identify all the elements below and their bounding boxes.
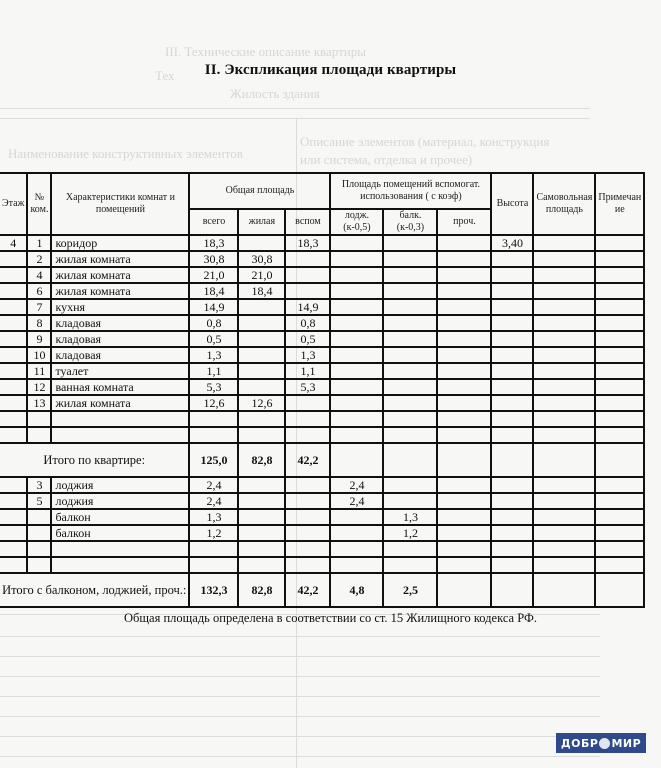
cell-room-no — [27, 509, 51, 525]
cell-note — [595, 427, 644, 443]
cell-room-no: 5 — [27, 493, 51, 509]
explication-table — [0, 172, 645, 608]
logo-left-text: ДОБР — [560, 736, 599, 750]
subtotal-row — [0, 443, 644, 477]
cell-total — [189, 541, 238, 557]
cell-total: 18,3 — [189, 235, 238, 251]
bleed-through-line — [0, 108, 590, 109]
cell-floor — [0, 251, 27, 267]
cell-loggia — [330, 557, 383, 573]
cell-living — [238, 541, 285, 557]
cell-aux: 0,5 — [285, 331, 330, 347]
cell-loggia — [330, 379, 383, 395]
cell-unauthorized — [533, 379, 595, 395]
cell-other — [437, 395, 491, 411]
cell-aux: 1,1 — [285, 363, 330, 379]
header-total-aux: вспом — [285, 209, 330, 235]
subtotal-total: 125,0 — [189, 443, 238, 477]
cell-room-name: туалет — [51, 363, 189, 379]
cell-unauthorized — [533, 541, 595, 557]
cell-loggia — [330, 283, 383, 299]
cell-living — [238, 525, 285, 541]
grand-total-other — [437, 573, 491, 607]
cell-total: 1,1 — [189, 363, 238, 379]
cell-floor — [0, 541, 27, 557]
table-row — [0, 541, 644, 557]
cell-unauthorized — [533, 299, 595, 315]
cell-room-name: кладовая — [51, 331, 189, 347]
bleed-through-line — [0, 716, 600, 717]
cell-loggia — [330, 541, 383, 557]
table-row — [0, 525, 644, 541]
cell-loggia — [330, 235, 383, 251]
cell-floor — [0, 509, 27, 525]
cell-note — [595, 299, 644, 315]
cell-height — [491, 299, 533, 315]
cell-floor — [0, 347, 27, 363]
cell-balcony — [383, 493, 437, 509]
cell-living — [238, 557, 285, 573]
header-aux-area: Площадь помещений вспомогат. использования ( с коэф) — [330, 173, 491, 209]
cell-loggia — [330, 363, 383, 379]
header-note: Примечан ие — [595, 173, 644, 235]
cell-unauthorized — [533, 395, 595, 411]
cell-balcony — [383, 315, 437, 331]
cell-living — [238, 315, 285, 331]
cell-room-name: лоджия — [51, 493, 189, 509]
cell-aux — [285, 395, 330, 411]
cell-unauthorized — [533, 557, 595, 573]
cell-unauthorized — [533, 411, 595, 427]
bleed-through-line — [0, 676, 600, 677]
cell-aux — [285, 525, 330, 541]
cell-room-name — [51, 411, 189, 427]
cell-other — [437, 235, 491, 251]
cell-loggia — [330, 267, 383, 283]
cell-unauthorized — [533, 509, 595, 525]
bleed-through-line — [0, 736, 600, 737]
cell-living — [238, 347, 285, 363]
cell-balcony — [383, 331, 437, 347]
cell-room-name — [51, 557, 189, 573]
cell-aux — [285, 477, 330, 493]
cell-height — [491, 427, 533, 443]
cell-unauthorized — [533, 251, 595, 267]
cell-height — [491, 509, 533, 525]
cell-living — [238, 299, 285, 315]
cell-height — [491, 267, 533, 283]
subtotal-label: Итого по квартире: — [0, 443, 189, 477]
cell-aux — [285, 411, 330, 427]
cell-room-no: 4 — [27, 267, 51, 283]
table-row — [0, 379, 644, 395]
cell-floor — [0, 379, 27, 395]
cell-height — [491, 331, 533, 347]
cell-height — [491, 493, 533, 509]
cell-aux — [285, 267, 330, 283]
bleed-through-text: III. Технические описание квартиры — [165, 44, 366, 59]
header-unauthorized: Самовольная площадь — [533, 173, 595, 235]
cell-balcony — [383, 557, 437, 573]
cell-other — [437, 411, 491, 427]
cell-other — [437, 427, 491, 443]
table-row — [0, 299, 644, 315]
cell-note — [595, 477, 644, 493]
cell-room-name: ванная комната — [51, 379, 189, 395]
cell-loggia — [330, 509, 383, 525]
cell-other — [437, 299, 491, 315]
cell-aux: 5,3 — [285, 379, 330, 395]
cell-aux — [285, 493, 330, 509]
cell-height — [491, 395, 533, 411]
cell-other — [437, 283, 491, 299]
cell-floor — [0, 331, 27, 347]
cell-room-no: 3 — [27, 477, 51, 493]
cell-living: 30,8 — [238, 251, 285, 267]
cell-loggia — [330, 411, 383, 427]
cell-living — [238, 331, 285, 347]
table-row — [0, 493, 644, 509]
cell-note — [595, 411, 644, 427]
cell-room-no — [27, 427, 51, 443]
cell-loggia — [330, 525, 383, 541]
cell-living: 12,6 — [238, 395, 285, 411]
cell-other — [437, 509, 491, 525]
cell-aux: 14,9 — [285, 299, 330, 315]
cell-living — [238, 379, 285, 395]
cell-note — [595, 267, 644, 283]
cell-aux — [285, 283, 330, 299]
cell-total: 0,5 — [189, 331, 238, 347]
cell-floor: 4 — [0, 235, 27, 251]
cell-height — [491, 283, 533, 299]
cell-height — [491, 315, 533, 331]
table-row — [0, 267, 644, 283]
cell-height: 3,40 — [491, 235, 533, 251]
bleed-through-text: Жилость здания — [230, 86, 320, 101]
cell-other — [437, 267, 491, 283]
cell-note — [595, 331, 644, 347]
cell-note — [595, 347, 644, 363]
cell-room-no — [27, 557, 51, 573]
cell-other — [437, 525, 491, 541]
cell-note — [595, 509, 644, 525]
cell-height — [491, 363, 533, 379]
table-row — [0, 363, 644, 379]
bleed-through-text: или система, отделка и прочее) — [300, 152, 473, 167]
cell-room-name: жилая комната — [51, 267, 189, 283]
cell-note — [595, 395, 644, 411]
grand-total-label: Итого с балконом, лоджией, проч.: — [0, 573, 189, 607]
cell-room-no: 8 — [27, 315, 51, 331]
cell-floor — [0, 427, 27, 443]
cell-living — [238, 493, 285, 509]
grand-total-aux: 42,2 — [285, 573, 330, 607]
page-title: II. Экспликация площади квартиры — [204, 62, 457, 78]
cell-aux — [285, 509, 330, 525]
cell-other — [437, 251, 491, 267]
cell-room-name — [51, 541, 189, 557]
cell-balcony — [383, 395, 437, 411]
grand-total-loggia: 4,8 — [330, 573, 383, 607]
cell-balcony: 1,3 — [383, 509, 437, 525]
watermark-logo — [556, 733, 646, 753]
cell-unauthorized — [533, 363, 595, 379]
cell-balcony — [383, 267, 437, 283]
table-row — [0, 411, 644, 427]
cell-floor — [0, 315, 27, 331]
cell-room-name: кухня — [51, 299, 189, 315]
cell-height — [491, 557, 533, 573]
cell-total: 30,8 — [189, 251, 238, 267]
cell-total: 1,3 — [189, 509, 238, 525]
cell-living — [238, 363, 285, 379]
cell-total — [189, 427, 238, 443]
header-description: Характеристики комнат и помещений — [51, 173, 189, 235]
table-row — [0, 509, 644, 525]
cell-other — [437, 315, 491, 331]
cell-other — [437, 347, 491, 363]
table-row — [0, 395, 644, 411]
cell-floor — [0, 493, 27, 509]
cell-floor — [0, 363, 27, 379]
cell-unauthorized — [533, 347, 595, 363]
cell-room-name: балкон — [51, 509, 189, 525]
cell-room-no: 12 — [27, 379, 51, 395]
cell-unauthorized — [533, 235, 595, 251]
header-total-living: жилая — [238, 209, 285, 235]
grand-total-row — [0, 573, 644, 607]
cell-room-no: 11 — [27, 363, 51, 379]
cell-aux — [285, 427, 330, 443]
cell-floor — [0, 395, 27, 411]
cell-unauthorized — [533, 493, 595, 509]
cell-unauthorized — [533, 283, 595, 299]
cell-floor — [0, 299, 27, 315]
cell-balcony — [383, 411, 437, 427]
cell-total: 14,9 — [189, 299, 238, 315]
cell-aux: 1,3 — [285, 347, 330, 363]
cell-room-no: 1 — [27, 235, 51, 251]
cell-floor — [0, 267, 27, 283]
grand-total-balcony: 2,5 — [383, 573, 437, 607]
cell-room-no: 9 — [27, 331, 51, 347]
cell-room-no: 13 — [27, 395, 51, 411]
cell-height — [491, 541, 533, 557]
table-row — [0, 283, 644, 299]
cell-height — [491, 525, 533, 541]
cell-note — [595, 363, 644, 379]
cell-room-no — [27, 541, 51, 557]
cell-balcony — [383, 541, 437, 557]
cell-loggia — [330, 395, 383, 411]
cell-loggia: 2,4 — [330, 493, 383, 509]
grand-total-total: 132,3 — [189, 573, 238, 607]
table-row — [0, 315, 644, 331]
bleed-through-text: Наименование конструктивных элементов — [8, 146, 243, 161]
header-loggia: лодж.(к-0,5) — [330, 209, 383, 235]
cell-room-name: лоджия — [51, 477, 189, 493]
cell-room-name: жилая комната — [51, 251, 189, 267]
bleed-through-line — [0, 656, 600, 657]
bleed-through-line — [0, 118, 590, 119]
logo-right-text: МИР — [611, 736, 642, 750]
cell-living — [238, 235, 285, 251]
cell-note — [595, 525, 644, 541]
cell-floor — [0, 283, 27, 299]
cell-height — [491, 411, 533, 427]
cell-balcony — [383, 477, 437, 493]
cell-balcony — [383, 251, 437, 267]
cell-room-name — [51, 427, 189, 443]
cell-floor — [0, 525, 27, 541]
header-total-area: Общая площадь — [189, 173, 330, 209]
table-row — [0, 427, 644, 443]
table-row — [0, 347, 644, 363]
cell-balcony — [383, 283, 437, 299]
cell-room-name: жилая комната — [51, 283, 189, 299]
cell-balcony — [383, 235, 437, 251]
subtotal-aux: 42,2 — [285, 443, 330, 477]
cell-height — [491, 347, 533, 363]
cell-living — [238, 477, 285, 493]
table-row — [0, 331, 644, 347]
cell-room-no: 6 — [27, 283, 51, 299]
cell-living: 21,0 — [238, 267, 285, 283]
cell-floor — [0, 557, 27, 573]
cell-aux — [285, 251, 330, 267]
cell-loggia — [330, 251, 383, 267]
cell-note — [595, 283, 644, 299]
cell-other — [437, 541, 491, 557]
cell-total: 1,2 — [189, 525, 238, 541]
cell-total: 5,3 — [189, 379, 238, 395]
cell-aux — [285, 557, 330, 573]
globe-dove-icon — [599, 738, 610, 749]
bleed-through-line — [0, 696, 600, 697]
cell-other — [437, 363, 491, 379]
cell-unauthorized — [533, 331, 595, 347]
header-height: Высота — [491, 173, 533, 235]
cell-note — [595, 379, 644, 395]
cell-note — [595, 557, 644, 573]
cell-total: 2,4 — [189, 477, 238, 493]
cell-unauthorized — [533, 315, 595, 331]
cell-room-no: 2 — [27, 251, 51, 267]
cell-room-no: 10 — [27, 347, 51, 363]
bleed-through-text: Описание элементов (материал, конструкция — [300, 134, 550, 149]
cell-loggia — [330, 299, 383, 315]
cell-balcony — [383, 299, 437, 315]
cell-other — [437, 331, 491, 347]
cell-total: 2,4 — [189, 493, 238, 509]
cell-total: 12,6 — [189, 395, 238, 411]
cell-total: 18,4 — [189, 283, 238, 299]
cell-loggia: 2,4 — [330, 477, 383, 493]
cell-total: 21,0 — [189, 267, 238, 283]
cell-unauthorized — [533, 525, 595, 541]
cell-unauthorized — [533, 267, 595, 283]
cell-balcony — [383, 347, 437, 363]
cell-room-name: балкон — [51, 525, 189, 541]
cell-total: 0,8 — [189, 315, 238, 331]
bleed-through-line — [0, 756, 600, 757]
cell-living — [238, 427, 285, 443]
cell-balcony — [383, 363, 437, 379]
cell-living — [238, 509, 285, 525]
cell-total — [189, 557, 238, 573]
cell-living — [238, 411, 285, 427]
cell-unauthorized — [533, 427, 595, 443]
cell-total — [189, 411, 238, 427]
cell-other — [437, 379, 491, 395]
cell-room-no — [27, 411, 51, 427]
cell-loggia — [330, 331, 383, 347]
cell-note — [595, 493, 644, 509]
cell-balcony — [383, 379, 437, 395]
cell-height — [491, 251, 533, 267]
cell-balcony: 1,2 — [383, 525, 437, 541]
cell-room-no: 7 — [27, 299, 51, 315]
cell-floor — [0, 411, 27, 427]
cell-total: 1,3 — [189, 347, 238, 363]
table-row — [0, 477, 644, 493]
cell-aux: 18,3 — [285, 235, 330, 251]
cell-height — [491, 477, 533, 493]
cell-height — [491, 379, 533, 395]
cell-balcony — [383, 427, 437, 443]
cell-living: 18,4 — [238, 283, 285, 299]
header-total-all: всего — [189, 209, 238, 235]
table-row — [0, 557, 644, 573]
bleed-through-text: Тех — [155, 68, 175, 83]
grand-total-living: 82,8 — [238, 573, 285, 607]
table-row — [0, 235, 644, 251]
cell-other — [437, 493, 491, 509]
header-balcony: балк. (к-0,3) — [383, 209, 437, 235]
header-floor: Этаж — [0, 173, 27, 235]
cell-unauthorized — [533, 477, 595, 493]
cell-floor — [0, 477, 27, 493]
cell-note — [595, 235, 644, 251]
cell-loggia — [330, 315, 383, 331]
cell-aux — [285, 541, 330, 557]
cell-room-no — [27, 525, 51, 541]
cell-other — [437, 557, 491, 573]
cell-note — [595, 315, 644, 331]
bleed-through-line — [0, 636, 600, 637]
cell-loggia — [330, 427, 383, 443]
cell-note — [595, 251, 644, 267]
header-room-no: № ком. — [27, 173, 51, 235]
cell-room-name: жилая комната — [51, 395, 189, 411]
cell-room-name: коридор — [51, 235, 189, 251]
table-row — [0, 251, 644, 267]
cell-aux: 0,8 — [285, 315, 330, 331]
footnote: Общая площадь определена в соответствии со ст. 15 Жилищного кодекса РФ. — [124, 611, 537, 625]
cell-room-name: кладовая — [51, 315, 189, 331]
header-other: проч. — [437, 209, 491, 235]
cell-note — [595, 541, 644, 557]
cell-loggia — [330, 347, 383, 363]
cell-room-name: кладовая — [51, 347, 189, 363]
subtotal-living: 82,8 — [238, 443, 285, 477]
cell-other — [437, 477, 491, 493]
